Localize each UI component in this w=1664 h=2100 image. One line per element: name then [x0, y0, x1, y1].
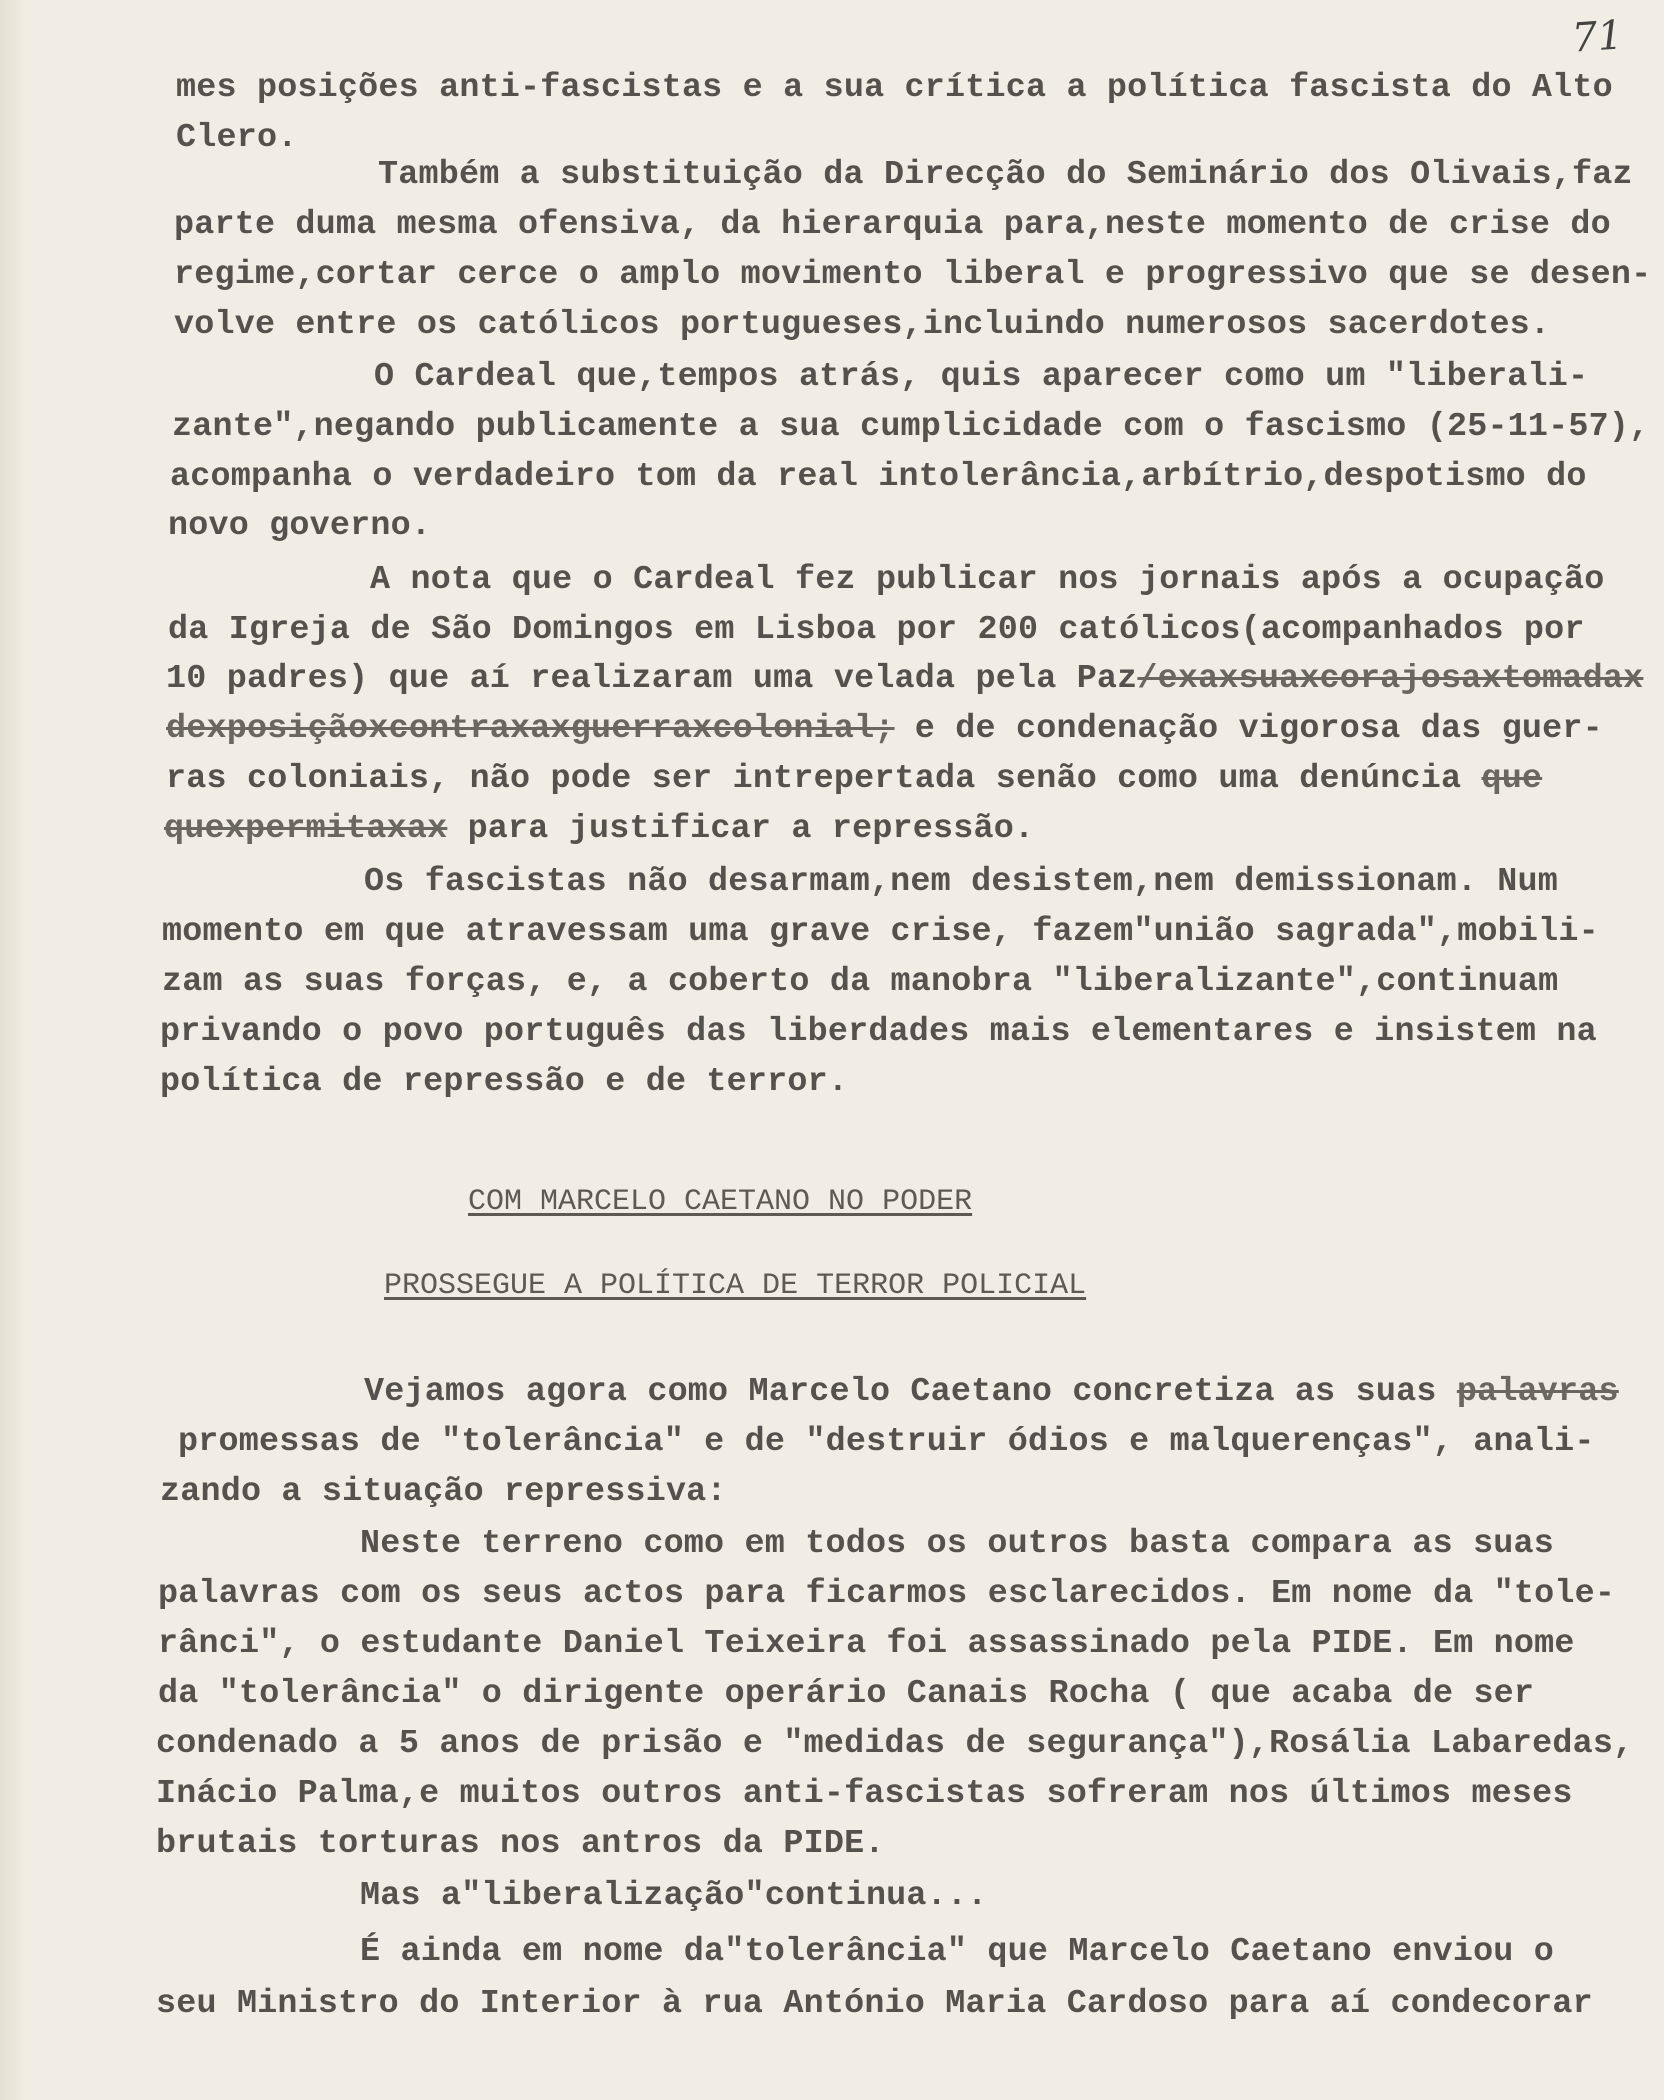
struck-text-14: dexposiçãoxcontraxaxguerraxcolonial;: [166, 710, 895, 748]
text-line-16-main: para justificar a repressão.: [447, 810, 1035, 848]
section-heading-2: PROSSEGUE A POLÍTICA DE TERROR POLICIAL: [384, 1269, 1087, 1303]
page-number: 71: [1570, 12, 1625, 62]
text-line-23: promessas de "tolerância" e de "destruir ódios e malquerenças", anali-: [178, 1423, 1595, 1461]
text-line-9: acompanha o verdadeiro tom da real intolerância,arbítrio,despotismo do: [170, 458, 1587, 496]
text-line-21: política de repressão e de terror.: [160, 1063, 849, 1101]
text-line-12: da Igreja de São Domingos em Lisboa por 200 católicos(acompanhados por: [168, 611, 1585, 649]
text-line-26: palavras com os seus actos para ficarmos esclarecidos. Em nome da "tole-: [158, 1575, 1616, 1613]
text-line-29: condenado a 5 anos de prisão e "medidas de segurança"),Rosália Labaredas,: [156, 1725, 1634, 1763]
text-line-7: O Cardeal que,tempos atrás, quis aparecer como um "liberali-: [374, 358, 1589, 396]
text-line-33: É ainda em nome da"tolerância" que Marcelo Caetano enviou o: [360, 1933, 1555, 1971]
text-line-34: seu Ministro do Interior à rua António Maria Cardoso para aí condecorar: [156, 1985, 1593, 2023]
text-line-4: parte duma mesma ofensiva, da hierarquia para,neste momento de crise do: [174, 206, 1611, 244]
text-line-13-main: 10 padres) que aí realizaram uma velada pela Paz: [166, 660, 1138, 698]
text-line-3: Também a substituição da Direcção do Seminário dos Olivais,faz: [378, 156, 1633, 194]
text-line-1: mes posições anti-fascistas e a sua crítica a política fascista do Alto: [176, 69, 1613, 107]
text-line-13: [166, 659, 1643, 699]
text-line-30: Inácio Palma,e muitos outros anti-fascistas sofreram nos últimos meses: [156, 1775, 1573, 1813]
text-line-24: zando a situação repressiva:: [160, 1473, 727, 1511]
text-line-25: Neste terreno como em todos os outros basta compara as suas: [360, 1525, 1555, 1563]
text-line-14: [166, 709, 1603, 749]
text-line-2: Clero.: [176, 119, 298, 157]
text-line-22: [364, 1372, 1619, 1412]
text-line-27: rânci", o estudante Daniel Teixeira foi assassinado pela PIDE. Em nome: [158, 1625, 1575, 1663]
struck-text-16: quexpermitaxax: [164, 810, 448, 848]
text-line-28: da "tolerância" o dirigente operário Canais Rocha ( que acaba de ser: [158, 1675, 1535, 1713]
text-line-15: [166, 759, 1542, 799]
text-line-16: [164, 809, 1034, 849]
text-line-11: A nota que o Cardeal fez publicar nos jornais após a ocupação: [370, 561, 1605, 599]
text-line-19: zam as suas forças, e, a coberto da manobra "liberalizante",continuam: [162, 963, 1559, 1001]
struck-text-15: que: [1481, 760, 1543, 798]
text-line-5: regime,cortar cerce o amplo movimento liberal e progressivo que se desen-: [174, 256, 1652, 294]
text-line-31: brutais torturas nos antros da PIDE.: [156, 1825, 885, 1863]
text-line-20: privando o povo português das liberdades mais elementares e insistem na: [160, 1013, 1597, 1051]
text-line-32: Mas a"liberalização"continua...: [360, 1877, 988, 1915]
struck-text-22: palavras: [1456, 1373, 1619, 1411]
struck-text-13: /exaxsuaxcorajosaxtomadax: [1137, 660, 1644, 698]
text-line-17: Os fascistas não desarmam,nem desistem,nem demissionam. Num: [364, 863, 1559, 901]
text-line-10: novo governo.: [168, 507, 432, 545]
section-heading-1: COM MARCELO CAETANO NO PODER: [468, 1185, 973, 1219]
text-line-6: volve entre os católicos portugueses,incluindo numerosos sacerdotes.: [174, 306, 1551, 344]
text-line-14-main: e de condenação vigorosa das guer-: [894, 710, 1603, 748]
page-edge-shadow: [0, 0, 26, 2100]
text-line-18: momento em que atravessam uma grave crise, fazem"união sagrada",mobili-: [162, 913, 1599, 951]
text-line-22-main: Vejamos agora como Marcelo Caetano concretiza as suas: [364, 1373, 1457, 1411]
text-line-15-main: ras coloniais, não pode ser intrepertada senão como uma denúncia: [166, 760, 1482, 798]
text-line-8: zante",negando publicamente a sua cumplicidade com o fascismo (25-11-57),: [172, 408, 1650, 446]
